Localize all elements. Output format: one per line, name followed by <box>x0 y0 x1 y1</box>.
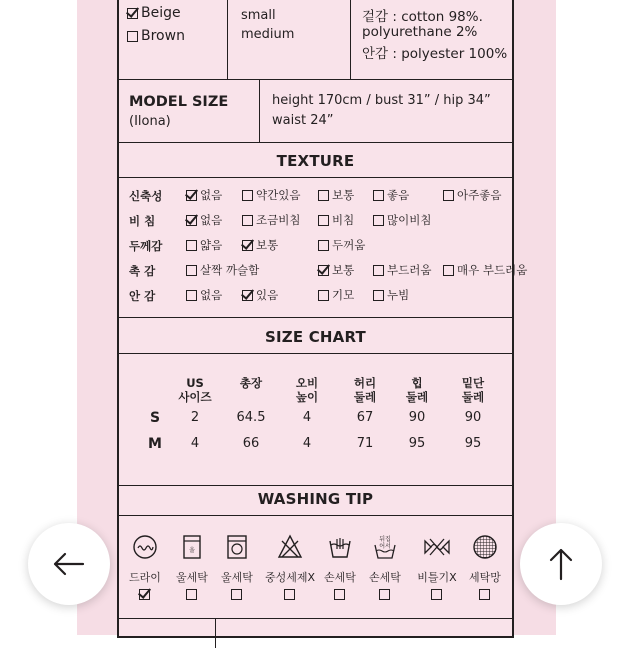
texture-option-label: 조금비침 <box>256 213 301 227</box>
texture-option <box>373 186 409 204</box>
header-line: 높이 <box>295 390 319 404</box>
washing-label: 울세탁 <box>176 571 208 584</box>
size-value: 4 <box>302 436 312 451</box>
svg-text:어서: 어서 <box>379 543 391 550</box>
checkbox <box>318 240 329 251</box>
hand-wash-wring-icon <box>371 533 399 561</box>
checkbox <box>318 265 329 276</box>
checkbox <box>242 240 253 251</box>
svg-text:뒤집: 뒤집 <box>379 536 391 543</box>
texture-row-label: 촉 감 <box>129 264 156 278</box>
texture-option-label: 두꺼움 <box>332 238 366 252</box>
texture-option <box>373 211 431 229</box>
texture-option <box>318 236 365 254</box>
divider <box>259 79 260 142</box>
divider <box>119 618 512 619</box>
texture-option-label: 살짝 까슬함 <box>200 263 260 277</box>
model-measure-line2: waist 24” <box>272 113 334 128</box>
size-value: 95 <box>408 436 426 451</box>
material-outer: 겉감 : cotton 98%. <box>362 9 483 25</box>
checkbox <box>242 190 253 201</box>
divider <box>119 485 512 486</box>
size-value: 4 <box>302 410 312 425</box>
checkbox <box>242 290 253 301</box>
checkbox <box>373 265 384 276</box>
texture-option-label: 많이비침 <box>387 213 432 227</box>
model-size-title: MODEL SIZE <box>129 94 229 110</box>
texture-option-label: 없음 <box>200 213 223 227</box>
texture-option <box>186 186 222 204</box>
washing-label: 손세탁 <box>369 571 401 584</box>
header-line: 밑단 <box>461 376 485 390</box>
texture-option <box>443 261 527 279</box>
size-value: 2 <box>190 410 200 425</box>
header-line: 사이즈 <box>178 390 212 404</box>
texture-row-label: 두께감 <box>129 239 163 253</box>
washing-checkbox <box>231 589 242 600</box>
header-line: 힙 <box>411 376 423 390</box>
divider <box>227 0 228 79</box>
washing-label: 세탁망 <box>469 571 501 584</box>
texture-option <box>242 286 278 304</box>
texture-option <box>373 261 431 279</box>
model-measure-line1: height 170cm / bust 31” / hip 34” <box>272 93 491 108</box>
washing-checkbox <box>479 589 490 600</box>
size-value: 71 <box>356 436 374 451</box>
texture-option <box>186 211 222 229</box>
texture-row-label: 안 감 <box>129 289 156 303</box>
header-line: 둘레 <box>405 390 429 404</box>
header-line: 오비 <box>295 376 319 390</box>
size-label: M <box>148 436 162 452</box>
texture-option <box>242 186 300 204</box>
texture-option-label: 좋음 <box>387 188 410 202</box>
dry-clean-icon <box>131 533 159 561</box>
texture-option <box>186 261 259 279</box>
washing-label: 손세탁 <box>324 571 356 584</box>
size-chart-header <box>277 376 337 404</box>
texture-option-label: 보통 <box>332 263 355 277</box>
divider <box>119 515 512 516</box>
texture-option-label: 있음 <box>256 288 279 302</box>
checkbox <box>318 190 329 201</box>
texture-option <box>318 211 354 229</box>
size-medium: medium <box>241 27 295 42</box>
texture-option-label: 부드러움 <box>387 263 432 277</box>
material-lining: 안감 : polyester 100% <box>362 46 508 62</box>
wool-wash-2-icon <box>223 533 251 561</box>
texture-option <box>186 286 222 304</box>
size-value: 66 <box>242 436 260 451</box>
checkbox <box>186 190 197 201</box>
color-option-brown: Brown <box>127 28 185 44</box>
washing-checkbox <box>334 589 345 600</box>
color-option-beige: Beige <box>127 5 181 21</box>
checkbox <box>318 290 329 301</box>
divider <box>119 177 512 178</box>
header-line: 총장 <box>239 376 263 390</box>
header-line: 허리 <box>353 376 377 390</box>
texture-option-label: 누빔 <box>387 288 410 302</box>
divider <box>119 353 512 354</box>
arrow-left-icon <box>49 544 89 584</box>
size-chart-header <box>443 376 503 404</box>
hand-wash-icon <box>326 533 354 561</box>
svg-text:울: 울 <box>189 547 195 554</box>
checkbox <box>186 290 197 301</box>
texture-option-label: 없음 <box>200 188 223 202</box>
texture-option <box>242 236 278 254</box>
arrow-up-icon <box>541 544 581 584</box>
header-line: US <box>186 376 204 390</box>
size-value: 64.5 <box>236 410 266 425</box>
wool-wash-icon <box>178 533 206 561</box>
texture-option-label: 보통 <box>332 188 355 202</box>
checkbox <box>373 290 384 301</box>
size-small: small <box>241 8 276 23</box>
size-chart-header <box>387 376 447 404</box>
size-chart-header <box>221 376 281 390</box>
no-wring-icon <box>423 533 451 561</box>
washing-checkbox <box>431 589 442 600</box>
texture-option <box>373 286 409 304</box>
checkbox <box>186 265 197 276</box>
checkbox <box>318 215 329 226</box>
texture-option <box>242 211 300 229</box>
texture-title: TEXTURE <box>276 152 355 170</box>
size-chart-header <box>335 376 395 404</box>
size-value: 67 <box>356 410 374 425</box>
divider <box>119 142 512 143</box>
texture-option <box>318 286 354 304</box>
divider <box>119 79 512 80</box>
checkbox <box>373 190 384 201</box>
texture-option <box>318 186 354 204</box>
checkbox <box>373 215 384 226</box>
no-neutral-detergent-icon <box>276 533 304 561</box>
checkbox <box>242 215 253 226</box>
product-info-card <box>117 0 528 638</box>
divider <box>350 0 351 79</box>
texture-option-label: 약간있음 <box>256 188 301 202</box>
checkbox <box>443 265 454 276</box>
checkbox <box>186 215 197 226</box>
washing-checkbox <box>186 589 197 600</box>
texture-option-label: 얇음 <box>200 238 223 252</box>
size-value: 4 <box>190 436 200 451</box>
size-chart-title: SIZE CHART <box>264 328 366 346</box>
checkbox <box>443 190 454 201</box>
model-name: (Ilona) <box>129 114 171 129</box>
size-value: 95 <box>464 436 482 451</box>
size-value: 90 <box>464 410 482 425</box>
texture-option-label: 아주좋음 <box>457 188 502 202</box>
checkbox <box>186 240 197 251</box>
prev-button[interactable] <box>28 523 110 605</box>
texture-option-label: 매우 부드러움 <box>457 263 528 277</box>
size-value: 90 <box>408 410 426 425</box>
laundry-net-icon <box>471 533 499 561</box>
washing-tip-title: WASHING TIP <box>257 490 374 508</box>
header-line: 둘레 <box>461 390 485 404</box>
washing-label: 드라이 <box>129 571 161 584</box>
size-chart-header <box>165 376 225 404</box>
texture-option-label: 비침 <box>332 213 355 227</box>
washing-checkbox <box>284 589 295 600</box>
washing-checkbox <box>379 589 390 600</box>
scroll-top-button[interactable] <box>520 523 602 605</box>
texture-row-label: 신축성 <box>129 189 163 203</box>
material-outer-2: polyurethane 2% <box>362 24 478 40</box>
checkbox-beige <box>127 8 138 19</box>
header-line: 둘레 <box>353 390 377 404</box>
washing-checkbox <box>139 589 150 600</box>
texture-option-label: 기모 <box>332 288 355 302</box>
texture-option <box>443 186 501 204</box>
washing-label: 중성세제X <box>264 571 316 584</box>
texture-option-label: 없음 <box>200 288 223 302</box>
texture-option <box>318 261 354 279</box>
size-label: S <box>149 410 161 426</box>
texture-row-label: 비 침 <box>129 214 156 228</box>
texture-option-label: 보통 <box>256 238 279 252</box>
divider <box>215 618 216 648</box>
checkbox-brown <box>127 31 138 42</box>
washing-label: 울세탁 <box>221 571 253 584</box>
washing-label: 비틀기X <box>417 571 457 584</box>
texture-option <box>186 236 222 254</box>
divider <box>119 317 512 318</box>
